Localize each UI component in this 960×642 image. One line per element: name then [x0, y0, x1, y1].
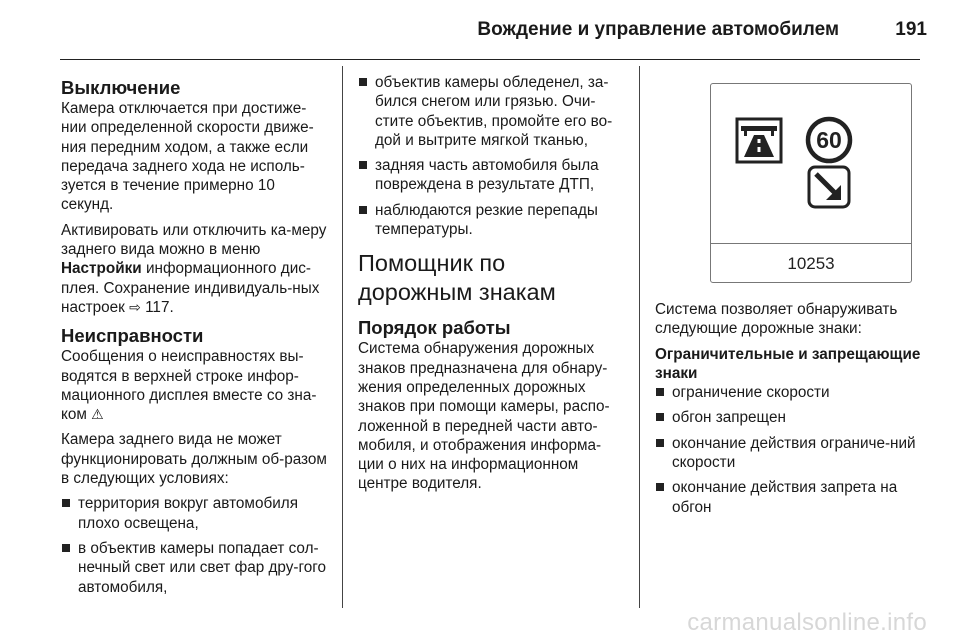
bullet-square-icon [656, 388, 664, 396]
list-item [61, 539, 330, 597]
watermark: carmanualsonline.info [687, 609, 927, 636]
page-reference-arrow-icon: ⇨ [129, 298, 141, 315]
paragraph-off-2 [61, 221, 330, 317]
list-item [655, 408, 925, 427]
list-item-text: в объектив камеры попадает сол-нечный свет или свет фар дру-гого автомобиля, [78, 539, 326, 596]
sign-types-list [655, 383, 925, 517]
bullet-square-icon [656, 439, 664, 447]
settings-menu-name: Настройки [61, 260, 142, 278]
column-divider-1 [342, 66, 343, 608]
list-item [61, 494, 330, 533]
bullet-square-icon [359, 161, 367, 169]
text-span: Активировать или отключить ка-меру заднего вида можно в меню [61, 221, 327, 259]
list-item-text: окончание действия ограниче-ний скорости [672, 434, 916, 472]
list-item-text: наблюдаются резкие перепады температуры. [375, 201, 598, 239]
end-of-restriction-sign-icon [809, 167, 849, 207]
paragraph-detect-intro: Система позволяет обнаруживать следующие дорожные знаки: [655, 301, 898, 338]
subheading-operation: Порядок работы [358, 317, 511, 339]
traffic-signs-figure [710, 83, 912, 283]
figure-separator [711, 243, 911, 244]
list-item-text: территория вокруг автомобиля плохо освещена, [78, 495, 298, 532]
conditions-list [61, 494, 330, 596]
subheading-restrictive-signs: Ограничительные и запрещающие знаки [655, 345, 921, 382]
figure-signs-graphic [711, 84, 911, 242]
conditions-list-continued [358, 73, 626, 239]
list-item-text: окончание действия запрета на обгон [672, 479, 898, 516]
motorway-sign-icon [737, 119, 781, 162]
column-1 [61, 77, 330, 603]
header-rule [60, 59, 920, 60]
list-item-text: ограничение скорости [672, 384, 830, 402]
list-item-text: объектив камеры обледенел, за-бился снегом или грязью. Очи-стите объектив, промойте его во-дой и вытрите мягкой тканью, [375, 74, 613, 149]
list-item [358, 73, 626, 150]
section-heading-off: Выключение [61, 77, 181, 98]
bullet-square-icon [359, 206, 367, 214]
speed-limit-value: 60 [816, 127, 842, 153]
list-item-text: обгон запрещен [672, 409, 786, 427]
paragraph-faults-1 [61, 347, 330, 424]
column-2 [358, 73, 626, 500]
bullet-square-icon [656, 413, 664, 421]
list-item [655, 478, 925, 517]
list-item [655, 383, 925, 402]
speed-limit-sign-icon [808, 119, 850, 161]
section-heading-traffic-sign-assistant: Помощник по дорожным знакам [358, 250, 556, 306]
figure-number: 10253 [787, 254, 835, 273]
list-item [655, 434, 925, 473]
section-heading-faults: Неисправности [61, 325, 204, 347]
page-header-title: Вождение и управление автомобилем [477, 19, 839, 40]
list-item-text: задняя часть автомобиля была повреждена в результате ДТП, [375, 157, 599, 194]
column-divider-2 [639, 66, 640, 608]
list-item [358, 156, 626, 195]
column-3 [655, 300, 925, 523]
page-number: 191 [895, 19, 927, 40]
paragraph-operation: Система обнаружения дорожных знаков предназначена для обнару-жения определенных дорожных знаков при помощи камеры, распо-ложенной в передней части авто-мобиля, и отображения информа-ции о них на информационном центре водителя. [358, 340, 610, 493]
warning-triangle-icon: ⚠ [91, 406, 104, 423]
bullet-square-icon [656, 483, 664, 491]
page-reference-link[interactable]: 117. [145, 298, 174, 316]
list-item [358, 201, 626, 240]
paragraph-faults-2: Камера заднего вида не может функционировать должным об-разом в следующих условиях: [61, 431, 327, 488]
paragraph-off-1: Камера отключается при достиже-нии определенной скорости движе-ния передним ходом, а также если передача заднего хода не исполь-зуется в течение примерно 10 секунд. [61, 100, 314, 214]
text-span: Сообщения о неисправностях вы-водятся в верхней строке инфор-мационного дисплея вместе со зна-ком [61, 348, 317, 424]
bullet-square-icon [62, 499, 70, 507]
text-span: информационного дис-плея. Сохранение индивидуаль-ных настроек [61, 260, 320, 316]
bullet-square-icon [62, 544, 70, 552]
bullet-square-icon [359, 78, 367, 86]
